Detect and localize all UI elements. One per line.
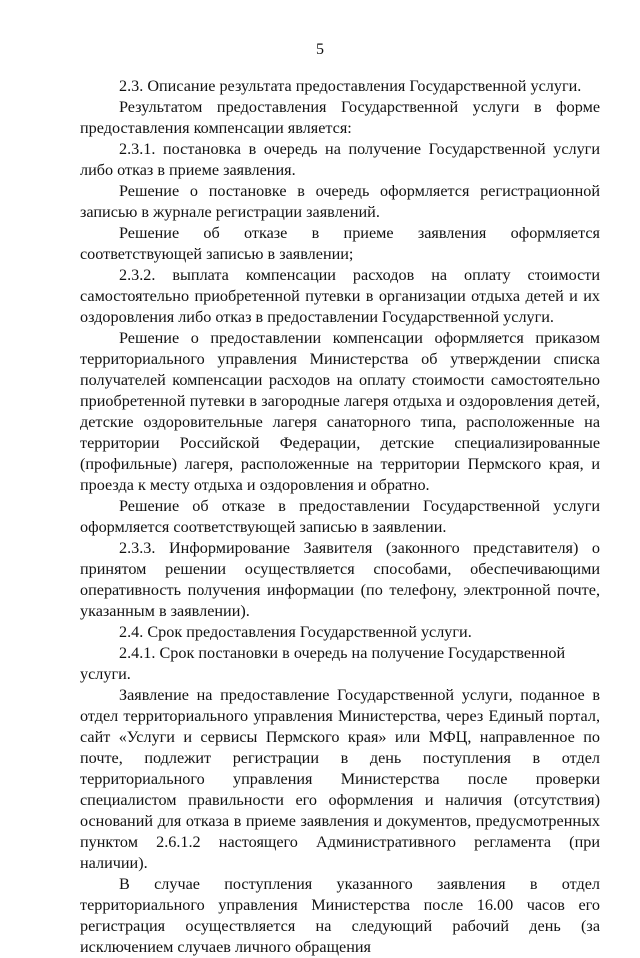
paragraph-queue-decision: Решение о постановке в очередь оформляется регистрационной записью в журнале регистрации заявлений. — [80, 182, 600, 221]
paragraph-result-intro: Результатом предоставления Государственной услуги в форме предоставления компенсации является: — [80, 98, 600, 137]
page-number: 5 — [316, 41, 324, 58]
document-body — [80, 76, 600, 958]
paragraph-2-3-3: 2.3.3. Информирование Заявителя (законного представителя) о принятом решении осуществляется способами, обеспечивающими оперативность получения информации (по телефону, электронной почте, указанным в заявлении). — [80, 539, 600, 620]
paragraph-2-3-2: 2.3.2. выплата компенсации расходов на оплату стоимости самостоятельно приобретенной путевки в организации отдыха детей и их оздоровления либо отказ в предоставлении Государственной услуги. — [80, 266, 600, 326]
paragraph-compensation-order: Решение о предоставлении компенсации оформляется приказом территориального управления Министерства об утверждении списка получателей компенсации расходов на оплату стоимости самостоятельно приобретенной путевки в загородные лагеря отдыха и оздоровления детей, детские оздоровительные лагеря санаторного типа, расположенные на территории Российской Федерации, детские специализированные (профильные) лагеря, расположенные на территории Пермского края, и проезда к месту отдыха и оздоровления и обратно. — [80, 329, 600, 494]
paragraph-refusal-decision: Решение об отказе в приеме заявления оформляется соответствующей записью в заявлении; — [80, 224, 600, 263]
paragraph-2-4-heading: 2.4. Срок предоставления Государственной услуги. — [119, 623, 472, 641]
paragraph-after-16-00: В случае поступления указанного заявления в отдел территориального управления Министерства после 16.00 часов его регистрация осуществляется на следующий рабочий день (за исключением случаев личного обращения — [80, 875, 600, 956]
paragraph-application-registration: Заявление на предоставление Государственной услуги, поданное в отдел территориального управления Министерства, через Единый портал, сайт «Услуги и сервисы Пермского края» или МФЦ, направленное по почте, подлежит регистрации в день поступления в отдел территориального управления Министерства после проверки специалистом правильности его оформления и наличия (отсутствия) оснований для отказа в приеме заявления и документов, предусмотренных пунктом 2.6.1.2 настоящего Административного регламента (при наличии). — [80, 686, 600, 872]
paragraph-2-4-1-heading: 2.4.1. Срок постановки в очередь на получение Государственной услуги. — [80, 644, 566, 683]
paragraph-refusal-record: Решение об отказе в предоставлении Государственной услуги оформляется соответствующей записью в заявлении. — [80, 497, 600, 536]
paragraph-2-3-1: 2.3.1. постановка в очередь на получение Государственной услуги либо отказ в приеме заявления. — [80, 140, 600, 179]
paragraph-2-3-heading: 2.3. Описание результата предоставления Государственной услуги. — [119, 77, 582, 95]
